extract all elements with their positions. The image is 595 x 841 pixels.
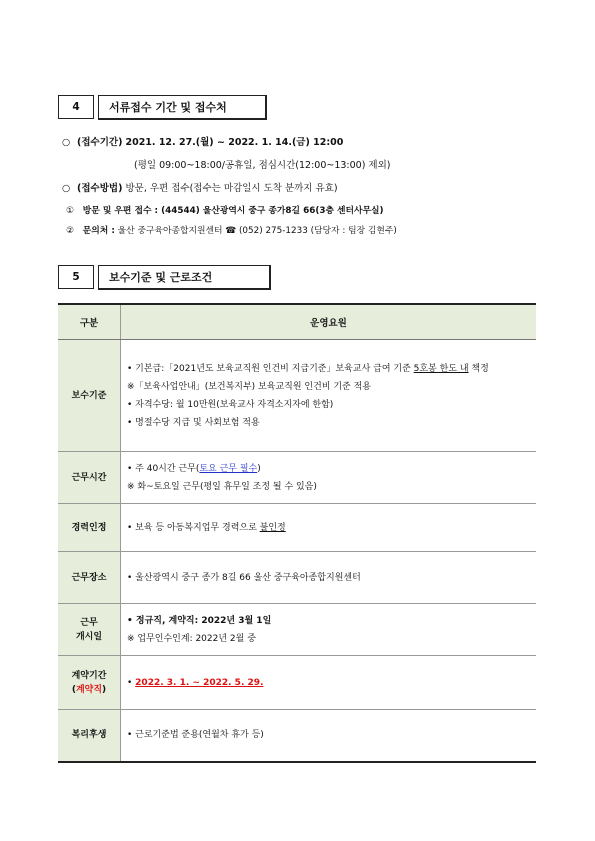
section-5-header xyxy=(58,265,271,289)
row-content-career: • 보육 등 아동복지업무 경력으로 불인정 xyxy=(121,504,537,552)
row-label-welfare: 복리후생 xyxy=(58,710,121,762)
table-header-row xyxy=(58,304,536,340)
method-value: 방문, 우편 접수(접수는 마감일시 도착 분까지 유효) xyxy=(125,183,338,194)
saturday-required: 토요 근무 필수 xyxy=(199,463,258,474)
row-content-start xyxy=(121,604,537,656)
method-line xyxy=(62,180,338,194)
table-row xyxy=(58,504,536,552)
method-label: (접수방법) xyxy=(77,183,123,194)
numbered-marker: ② xyxy=(66,226,74,236)
visit-address: 방문 및 우편 접수 : (44544) 울산광역시 중구 종가8길 66(3층 센터사무실) xyxy=(82,206,384,216)
period-line xyxy=(62,134,343,148)
row-content-place: • 울산광역시 중구 종가 8길 66 울산 중구육아종합지원센터 xyxy=(121,552,537,604)
bullet-circle: ○ xyxy=(62,183,71,194)
numbered-marker: ① xyxy=(66,206,74,216)
section-number: 4 xyxy=(58,95,94,119)
start-line-2: ※ 업무인수인계: 2022년 2월 중 xyxy=(127,633,256,644)
row-label-place: 근무장소 xyxy=(58,552,121,604)
pay-line-1: • 기본급:「2021년도 보육교직원 인건비 지급기준」보육교사 급여 기준 5호봉 한도 내 책정 xyxy=(127,363,489,374)
contact-label: 문의처 : xyxy=(82,226,115,236)
start-line-1: • 정규직, 계약직: 2022년 3월 1일 xyxy=(127,615,272,626)
pay-line-3: • 자격수당: 월 10만원(보육교사 자격소지자에 한함) xyxy=(127,399,334,410)
period-value: 2021. 12. 27.(월) ~ 2022. 1. 14.(금) 12:00 xyxy=(125,137,344,148)
table-row xyxy=(58,604,536,656)
contract-period: 2022. 3. 1. ~ 2022. 5. 29. xyxy=(135,677,264,688)
row-content-welfare: • 근로기준법 준용(연월차 휴가 등) xyxy=(121,710,537,762)
row-label-start: 근무 개시일 xyxy=(58,604,121,656)
column-header-content: 운영요원 xyxy=(121,304,537,340)
period-note: (평일 09:00~18:00/공휴일, 점심시간(12:00~13:00) 제외) xyxy=(134,160,391,171)
row-label-career: 경력인정 xyxy=(58,504,121,552)
column-header-category: 구분 xyxy=(58,304,121,340)
row-label-contract: 계약기간 (계약직) xyxy=(58,656,121,710)
visit-line xyxy=(66,203,384,216)
pay-step-limit: 5호봉 한도 내 xyxy=(413,363,469,374)
table-row xyxy=(58,656,536,710)
row-label-hours: 근무시간 xyxy=(58,452,121,504)
contact-info: 울산 중구육아종합지원센터 ☎ (052) 275-1233 (담당자 : 팀장 김현주) xyxy=(117,226,397,236)
pay-line-2: ※「보육사업안내」(보건복지부) 보육교직원 인건비 기준 적용 xyxy=(127,381,371,392)
table-row xyxy=(58,710,536,762)
conditions-table xyxy=(58,303,536,763)
section-title: 보수기준 및 근로조건 xyxy=(98,265,271,290)
section-number: 5 xyxy=(58,265,94,289)
career-not-recognized: 불인정 xyxy=(259,522,286,533)
table-row xyxy=(58,552,536,604)
section-4-header xyxy=(58,95,267,119)
row-content-pay xyxy=(121,340,537,452)
row-content-hours xyxy=(121,452,537,504)
contact-line xyxy=(66,223,397,236)
row-label-pay: 보수기준 xyxy=(58,340,121,452)
section-title: 서류접수 기간 및 접수처 xyxy=(98,95,267,120)
bullet-circle: ○ xyxy=(62,137,71,148)
table-row xyxy=(58,340,536,452)
hours-line-1: • 주 40시간 근무(토요 근무 필수) xyxy=(127,463,261,474)
table-row xyxy=(58,452,536,504)
period-label: (접수기간) xyxy=(77,137,123,148)
hours-line-2: ※ 화~토요일 근무(평일 휴무일 조정 될 수 있음) xyxy=(127,481,317,492)
row-content-contract: • 2022. 3. 1. ~ 2022. 5. 29. xyxy=(121,656,537,710)
pay-line-4: • 명절수당 지급 및 사회보험 적용 xyxy=(127,417,260,428)
